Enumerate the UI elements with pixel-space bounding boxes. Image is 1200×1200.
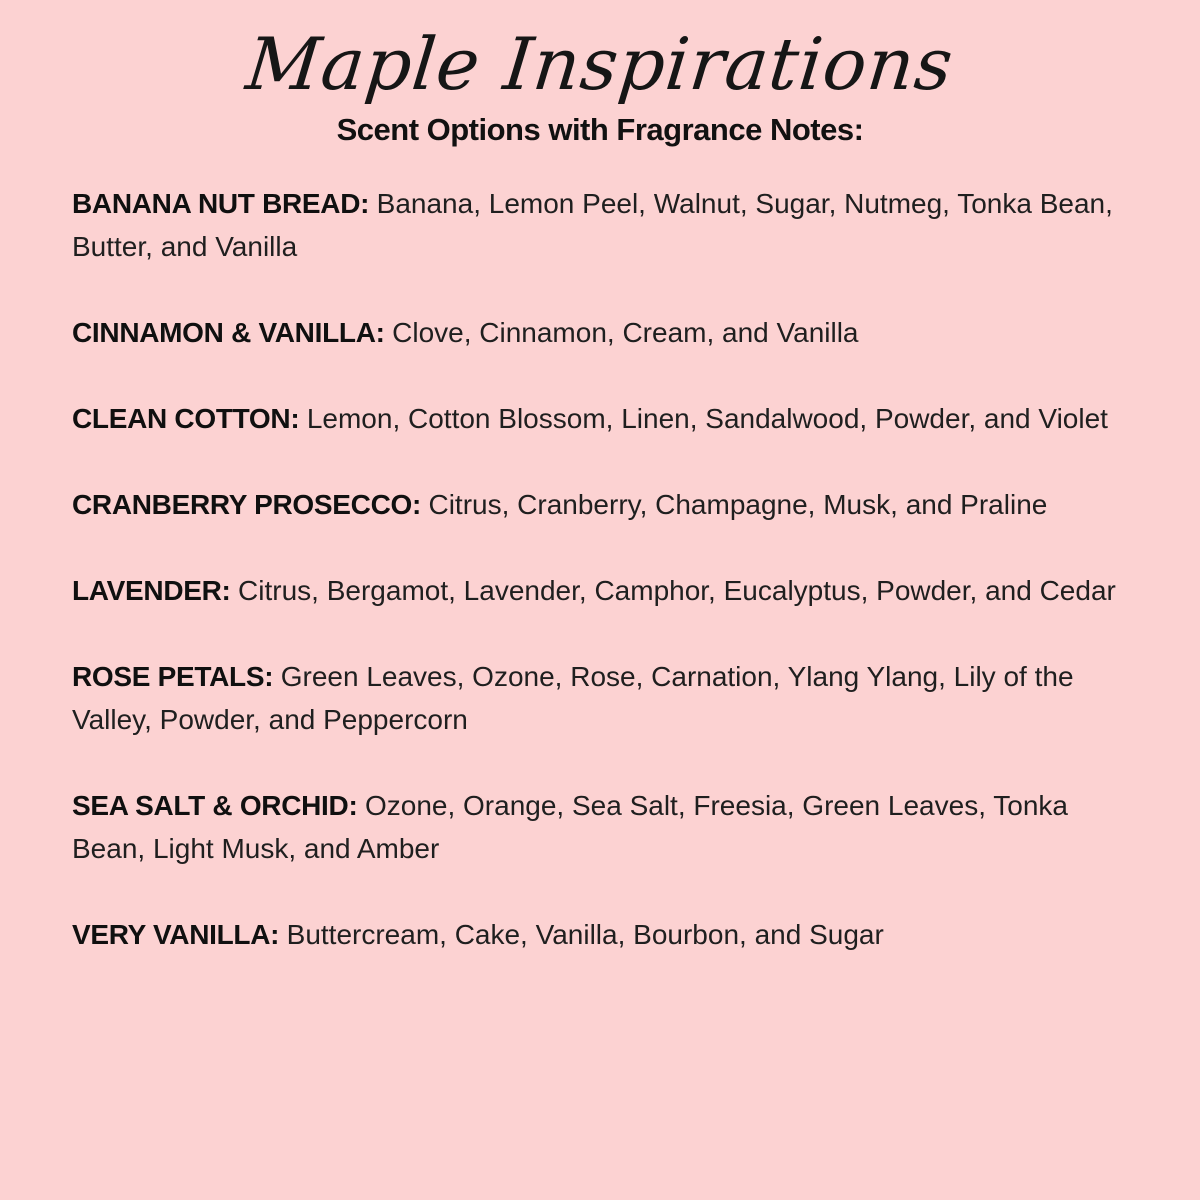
scent-name: ROSE PETALS: — [72, 661, 281, 692]
scent-name: SEA SALT & ORCHID: — [72, 790, 365, 821]
scent-list — [0, 148, 1200, 956]
scent-name: CLEAN COTTON: — [72, 403, 307, 434]
scent-item — [72, 311, 1116, 354]
scent-notes: Banana, Lemon Peel, Walnut, Sugar, Nutmeg, Tonka Bean, Butter, and Vanilla — [72, 188, 1113, 262]
scent-item — [72, 483, 1116, 526]
scent-item — [72, 397, 1116, 440]
scent-item — [72, 182, 1116, 268]
page-title: Maple Inspirations — [242, 22, 958, 106]
scent-name: CINNAMON & VANILLA: — [72, 317, 393, 348]
scent-item — [72, 569, 1116, 612]
scent-notes: Citrus, Cranberry, Champagne, Musk, and Praline — [428, 489, 1048, 520]
scent-notes: Green Leaves, Ozone, Rose, Carnation, Ylang Ylang, Lily of the Valley, Powder, and Peppercorn — [72, 661, 1074, 735]
scent-item — [72, 913, 1116, 956]
scent-notes: Ozone, Orange, Sea Salt, Freesia, Green Leaves, Tonka Bean, Light Musk, and Amber — [72, 790, 1068, 864]
page-subtitle: Scent Options with Fragrance Notes: — [336, 112, 864, 147]
scent-notes: Lemon, Cotton Blossom, Linen, Sandalwood, Powder, and Violet — [306, 403, 1108, 434]
scent-name: BANANA NUT BREAD: — [72, 188, 377, 219]
scent-name: VERY VANILLA: — [72, 919, 287, 950]
scent-notes: Clove, Cinnamon, Cream, and Vanilla — [392, 317, 859, 348]
scent-notes: Citrus, Bergamot, Lavender, Camphor, Eucalyptus, Powder, and Cedar — [238, 575, 1116, 606]
scent-name: CRANBERRY PROSECCO: — [72, 489, 429, 520]
scent-item — [72, 784, 1116, 870]
scent-name: LAVENDER: — [72, 575, 239, 606]
scent-item — [72, 655, 1116, 741]
scent-notes: Buttercream, Cake, Vanilla, Bourbon, and Sugar — [286, 919, 884, 950]
